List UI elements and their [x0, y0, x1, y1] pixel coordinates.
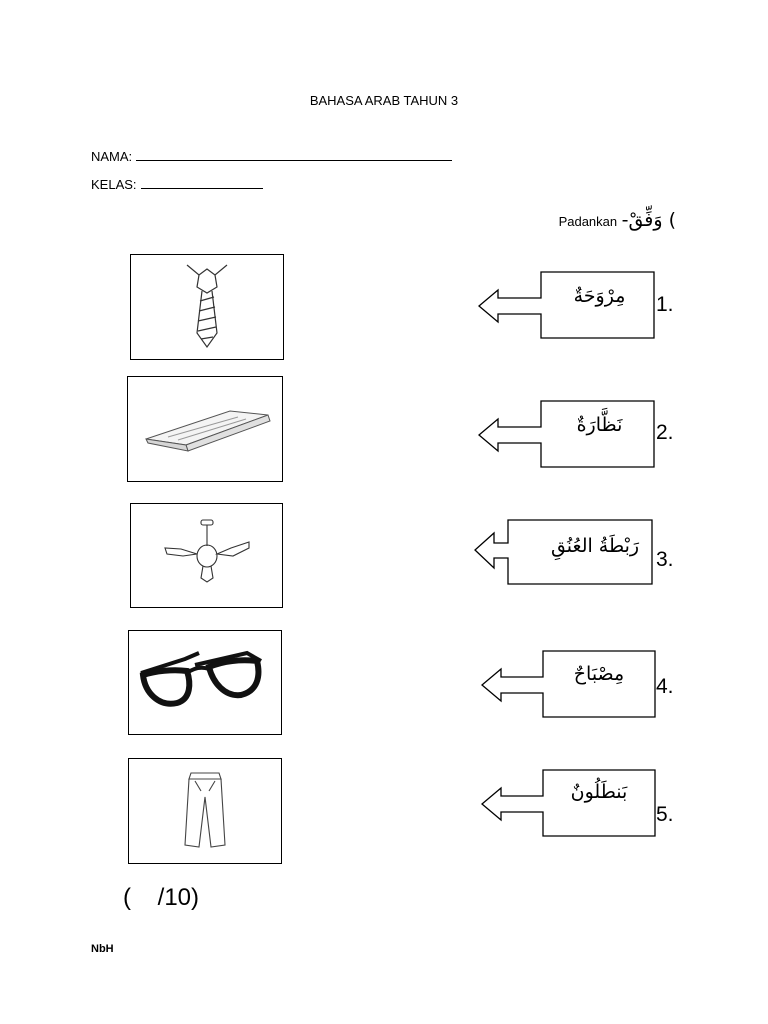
instruction: [559, 209, 676, 231]
picture-2[interactable]: [127, 376, 283, 482]
necktie-icon: [131, 255, 283, 359]
arrow-box-5[interactable]: [479, 768, 659, 840]
item-number-3: 3.: [656, 548, 674, 571]
arrow-box-4[interactable]: [479, 649, 659, 721]
class-field: [91, 177, 263, 192]
arabic-word-2: نَظَّارَةٌ: [576, 414, 623, 436]
arabic-word-1: مِرْوَحَةٌ: [573, 285, 626, 307]
arabic-word-5: بَنطَلُونٌ: [570, 781, 628, 803]
item-number-5: 5.: [656, 803, 674, 826]
name-field: [91, 149, 452, 164]
picture-4[interactable]: [128, 630, 282, 735]
trousers-icon: [129, 759, 281, 863]
ceiling-fan-icon: [131, 504, 282, 607]
instruction-text: Padankan: [558, 214, 618, 229]
picture-3[interactable]: [130, 503, 283, 608]
class-label: KELAS:: [91, 177, 137, 192]
name-label: NAMA:: [91, 149, 133, 164]
fluorescent-lamp-icon: [128, 377, 282, 481]
author-initials: NbH: [91, 943, 114, 955]
score-box: ( /10): [123, 884, 200, 911]
picture-5[interactable]: [128, 758, 282, 864]
item-number-2: 2.: [656, 421, 674, 444]
arabic-word-3: رَبْطَةُ العُنُقِ: [550, 535, 640, 557]
instruction-arabic: -وَفِّقْ (: [621, 209, 676, 231]
page-title: BAHASA ARAB TAHUN 3: [309, 93, 459, 108]
picture-1[interactable]: [130, 254, 284, 360]
item-number-4: 4.: [656, 675, 674, 698]
arabic-word-4: مِصْبَاحٌ: [573, 663, 625, 685]
name-line[interactable]: [136, 149, 452, 161]
item-number-1: 1.: [656, 293, 674, 316]
eyeglasses-icon: [129, 631, 281, 734]
class-line[interactable]: [141, 177, 263, 189]
